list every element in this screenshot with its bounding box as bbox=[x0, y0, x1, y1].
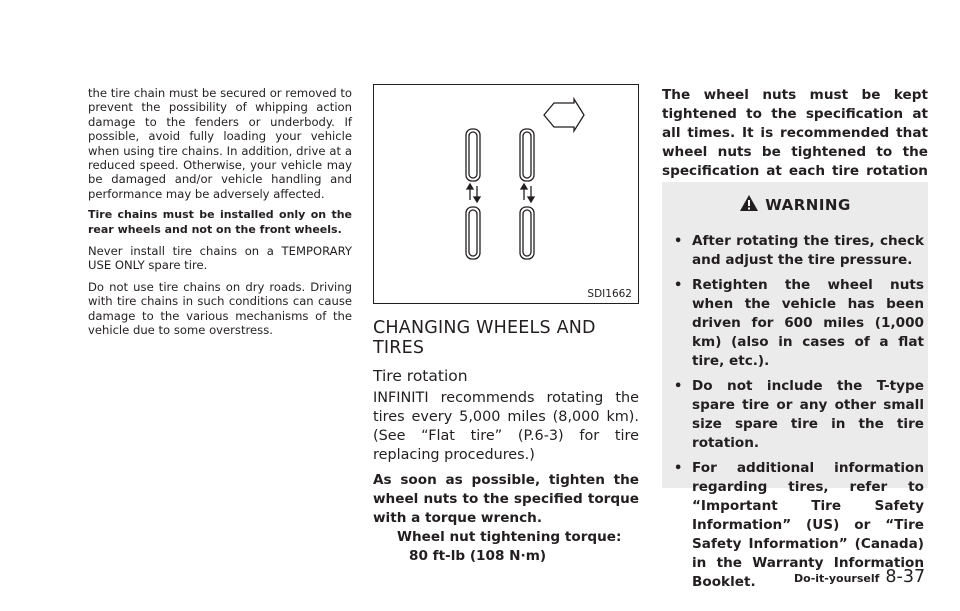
warning-list bbox=[674, 232, 924, 598]
bullet-dot: • bbox=[674, 234, 683, 249]
middle-column bbox=[373, 318, 639, 566]
page-footer bbox=[794, 567, 925, 587]
spare-tire-note: Never install tire chains on a TEMPORARY USE ONLY spare tire. bbox=[88, 244, 352, 273]
warning-item: • Do not include the T-type spare tire or any other small size spare tire in the tire rotation. bbox=[674, 378, 924, 451]
front-left-tire-icon bbox=[466, 129, 480, 181]
bullet-dot: • bbox=[674, 379, 683, 394]
figure-code: SDI1662 bbox=[587, 288, 632, 300]
rotation-recommendation: INFINITI recommends rotating the tires every 5,000 miles (8,000 km). (See “Flat tire” (P.6-3) for tire replacing procedures.) bbox=[373, 390, 639, 463]
warning-heading bbox=[662, 194, 928, 214]
front-right-tire-icon bbox=[520, 129, 534, 181]
dry-roads-note: Do not use tire chains on dry roads. Driving with tire chains in such conditions can cause damage to the various mechanisms of the vehicle due to some overstress. bbox=[88, 279, 352, 338]
rear-left-tire-icon bbox=[466, 207, 480, 259]
page-number: 8-37 bbox=[885, 567, 926, 587]
tire-rotation-diagram bbox=[374, 85, 640, 305]
tire-rotation-figure bbox=[373, 84, 639, 304]
section-heading: CHANGING WHEELS AND TIRES bbox=[373, 318, 596, 358]
chain-paragraph: the tire chain must be secured or removed to prevent the possibility of whipping action damage to the fenders or underbody. If possible, avoid fully loading your vehicle when using tire chains. In addition, drive at a reduced speed. Otherwise, your vehicle may be damaged and/or vehicle handling and performance may be adversely affected. bbox=[88, 86, 352, 201]
warning-item: • Retighten the wheel nuts when the vehicle has been driven for 600 miles (1,000 km) (also in cases of a flat tire, etc.). bbox=[674, 277, 924, 369]
bullet-dot: • bbox=[674, 461, 683, 476]
warning-title: WARNING bbox=[765, 196, 851, 214]
wheel-nuts-intro: The wheel nuts must be kept tightened to the specification at all times. It is recommended that wheel nuts be tightened to the specification at each tire rotation bbox=[662, 87, 928, 179]
warning-item: • After rotating the tires, check and adjust the tire pressure. bbox=[674, 233, 924, 268]
front-direction-arrow-icon bbox=[544, 99, 584, 131]
tighten-instruction: As soon as possible, tighten the wheel nuts to the specified torque with a torque wrench. bbox=[373, 472, 639, 526]
rear-wheels-note: Tire chains must be installed only on the rear wheels and not on the front wheels. bbox=[88, 208, 352, 236]
warning-item: • For additional information regarding tires, refer to “Important Tire Safety Information” (US) or “Tire Safety Information” (Canada) in the Warranty Information Booklet. bbox=[674, 460, 924, 590]
section-name: Do-it-yourself bbox=[794, 572, 880, 585]
subsection-heading: Tire rotation bbox=[373, 367, 468, 385]
right-swap-arrows-icon bbox=[521, 184, 534, 202]
left-column bbox=[88, 86, 352, 345]
torque-value: 80 ft-lb (108 N·m) bbox=[409, 548, 547, 564]
rear-right-tire-icon bbox=[520, 207, 534, 259]
warning-triangle-icon bbox=[739, 194, 759, 212]
bullet-dot: • bbox=[674, 278, 683, 293]
torque-label: Wheel nut tightening torque: bbox=[397, 529, 622, 545]
left-swap-arrows-icon bbox=[467, 184, 480, 202]
